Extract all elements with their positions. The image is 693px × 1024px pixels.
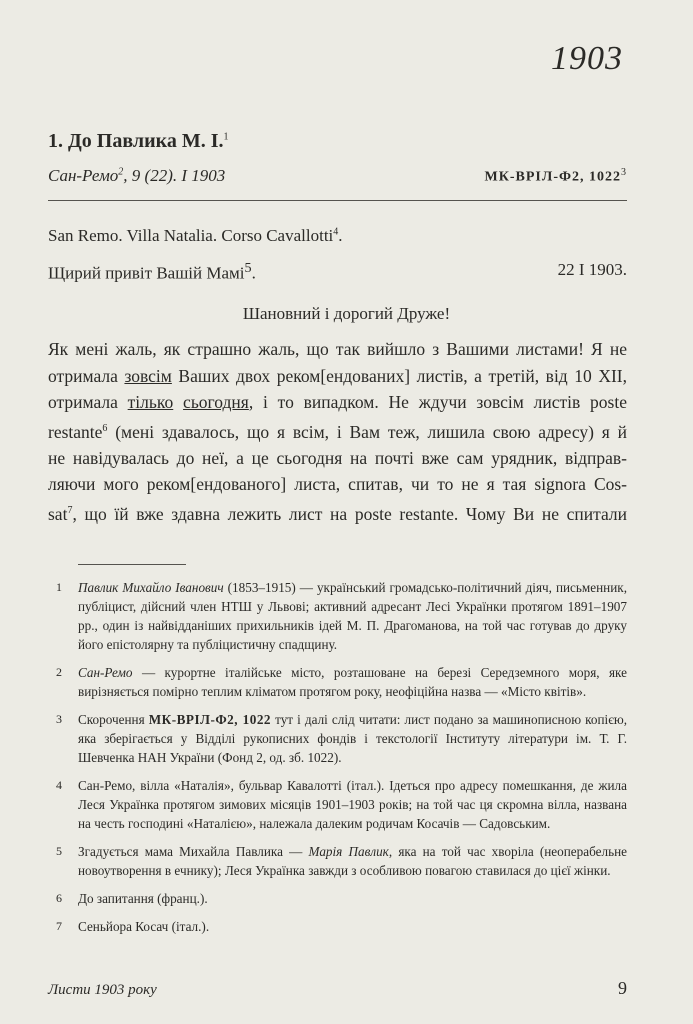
- text-run: sat: [48, 503, 68, 524]
- footnote-italic: Марія Павлик: [308, 844, 389, 859]
- date-text: , 9 (22). І 1903: [123, 166, 226, 185]
- footnote-body: Сеньйора Косач (італ.).: [78, 919, 210, 934]
- year-heading: 1903: [551, 40, 623, 77]
- footnote-item: [56, 663, 627, 701]
- footnote-number: 7: [56, 919, 62, 933]
- footnote-text: [78, 776, 627, 833]
- footnote-text: [78, 917, 627, 936]
- body-line: [48, 416, 627, 445]
- footnote-item: [56, 710, 627, 767]
- footnote-ref-7: 7: [67, 504, 73, 516]
- text-run: Ваших двох реком[ендованих] листів, а третій, від 10 XII,: [171, 365, 628, 386]
- footnotes: [56, 578, 627, 945]
- footnote-text: [78, 842, 627, 880]
- greeting-row: [48, 260, 627, 284]
- underlined-word: зовсім: [124, 365, 172, 386]
- text-run: отримала: [48, 365, 125, 386]
- footnote-text: [78, 889, 627, 908]
- footnote-ref-3: 3: [621, 167, 627, 179]
- text-run: отримала: [48, 392, 128, 412]
- page-footer: [48, 978, 627, 999]
- place-date: [48, 166, 225, 186]
- footnote-item: [56, 842, 627, 880]
- body-line: не навідувалась до неї, а це сьогодня на почті вже сам урядник, відправ-: [48, 447, 627, 468]
- footnote-number: 1: [56, 580, 62, 594]
- header-divider: [48, 200, 627, 201]
- footnote-ref-5: 5: [244, 260, 252, 276]
- letter-body: [48, 336, 627, 527]
- letter-title: [48, 130, 228, 153]
- footnote-ref-2: 2: [118, 166, 124, 178]
- footnote-pre: Скорочення: [78, 712, 149, 727]
- text-run: [173, 392, 183, 412]
- footnote-ref-6: 6: [102, 422, 108, 434]
- footnote-number: 2: [56, 665, 62, 679]
- body-line: [48, 363, 627, 390]
- footnote-ref-4: 4: [333, 226, 339, 238]
- place-name: Сан-Ремо: [48, 166, 119, 185]
- underlined-word: сьогодня: [183, 392, 249, 412]
- footnote-number: 6: [56, 891, 62, 905]
- running-title: Листи 1903 року: [48, 982, 157, 998]
- footnote-pre: Згадується мама Михайла Павлика —: [78, 844, 309, 859]
- text-run: , що їй вже здавна лежить лист на poste restante. Чому Ви не спитали: [72, 503, 627, 524]
- footnote-divider: [78, 564, 186, 565]
- greeting-text: Щирий привіт Вашій Мамі: [48, 263, 245, 283]
- letter-title-text: 1. До Павлика М. І.: [48, 130, 224, 152]
- body-line: [48, 389, 627, 416]
- footnote-body: — курортне італійське місто, розташоване на березі Середземного моря, яке вирізняється помірно теплим кліматом протягом року, неофіційна назва — «Місто квітів».: [78, 665, 627, 699]
- footnote-italic: Сан-Ремо: [78, 665, 133, 680]
- greeting: [48, 260, 256, 284]
- footnote-item: [56, 578, 627, 654]
- footnote-ref-1: 1: [223, 131, 229, 143]
- body-line: ляючи мого реком[ендованого] листа, спитав, чи то не я тая signora Cos-: [48, 474, 627, 495]
- letter-meta: [48, 166, 627, 186]
- page-number: 9: [618, 978, 627, 998]
- footnote-body: Сан-Ремо, вілла «Наталія», бульвар Кавалотті (італ.). Ідеться про адресу помешкання, де жила Леся Українка протягом зимових місяців 1901–1903 років; на той час ця скромна вілла, названа на честь господині «Наталією», належала далеким родичам Косачів — Садовським.: [78, 778, 627, 831]
- footnote-text: [78, 578, 627, 654]
- footnote-item: [56, 776, 627, 833]
- footnote-body: тут і далі слід читати: лист подано за машинописною копією, яка зберігається у Відділі рукописних фондів і текстології Інституту літератури ім. Т. Г. Шевченка НАН України (Фонд 2, од. зб. 1022).: [78, 712, 627, 765]
- footnote-bold: МК-ВРІЛ-Ф2, 1022: [148, 712, 272, 727]
- archive-reference: [485, 167, 627, 186]
- body-line: [48, 498, 627, 527]
- text-run: (мені здавалось, що я всім, і Вам теж, лишила свою адресу) я й: [107, 421, 627, 442]
- body-line: Як мені жаль, як страшно жаль, що так вийшло з Вашими листами! Я не: [48, 339, 627, 359]
- footnote-number: 3: [56, 712, 62, 726]
- footnote-text: [78, 663, 627, 701]
- text-run: , і то випадком. Не ждучи зовсім листів poste: [248, 392, 628, 412]
- greeting-end: .: [251, 263, 256, 283]
- footnote-italic: Павлик Михайло Іванович: [78, 580, 224, 595]
- footnote-number: 5: [56, 844, 62, 858]
- address-end: .: [338, 226, 343, 245]
- footnote-text: [78, 710, 627, 767]
- text-run: restante: [48, 421, 103, 442]
- footnote-number: 4: [56, 778, 62, 792]
- salutation: Шановний і дорогий Друже!: [242, 304, 451, 323]
- footnote-body: (1853–1915) — український громадсько-політичний діяч, письменник, публіцист, дійсний член НТШ у Львові; активний адресант Лесі Українки протягом 1891–1907 рр., один із найвідданіших прихильників ідей М. П. Драгоманова, на той час готував до друку його епістолярну та публіцистичну спадщину.: [78, 580, 627, 652]
- address-line: [48, 226, 343, 246]
- underlined-word: тілько: [127, 392, 174, 412]
- footnote-body: , яка на той час хворіла (неоперабельне новоутворення в ечнику); Леся Українка завжди з особливою повагою ставилася до цієї жінки.: [78, 844, 628, 878]
- footnote-body: До запитання (франц.).: [78, 891, 208, 906]
- address-text: San Remo. Villa Natalia. Corso Cavallotti: [48, 226, 334, 245]
- footnote-item: [56, 889, 627, 908]
- footnote-item: [56, 917, 627, 936]
- letter-date: 22 І 1903.: [557, 260, 627, 279]
- archive-code: МК-ВРІЛ-Ф2, 1022: [484, 170, 621, 185]
